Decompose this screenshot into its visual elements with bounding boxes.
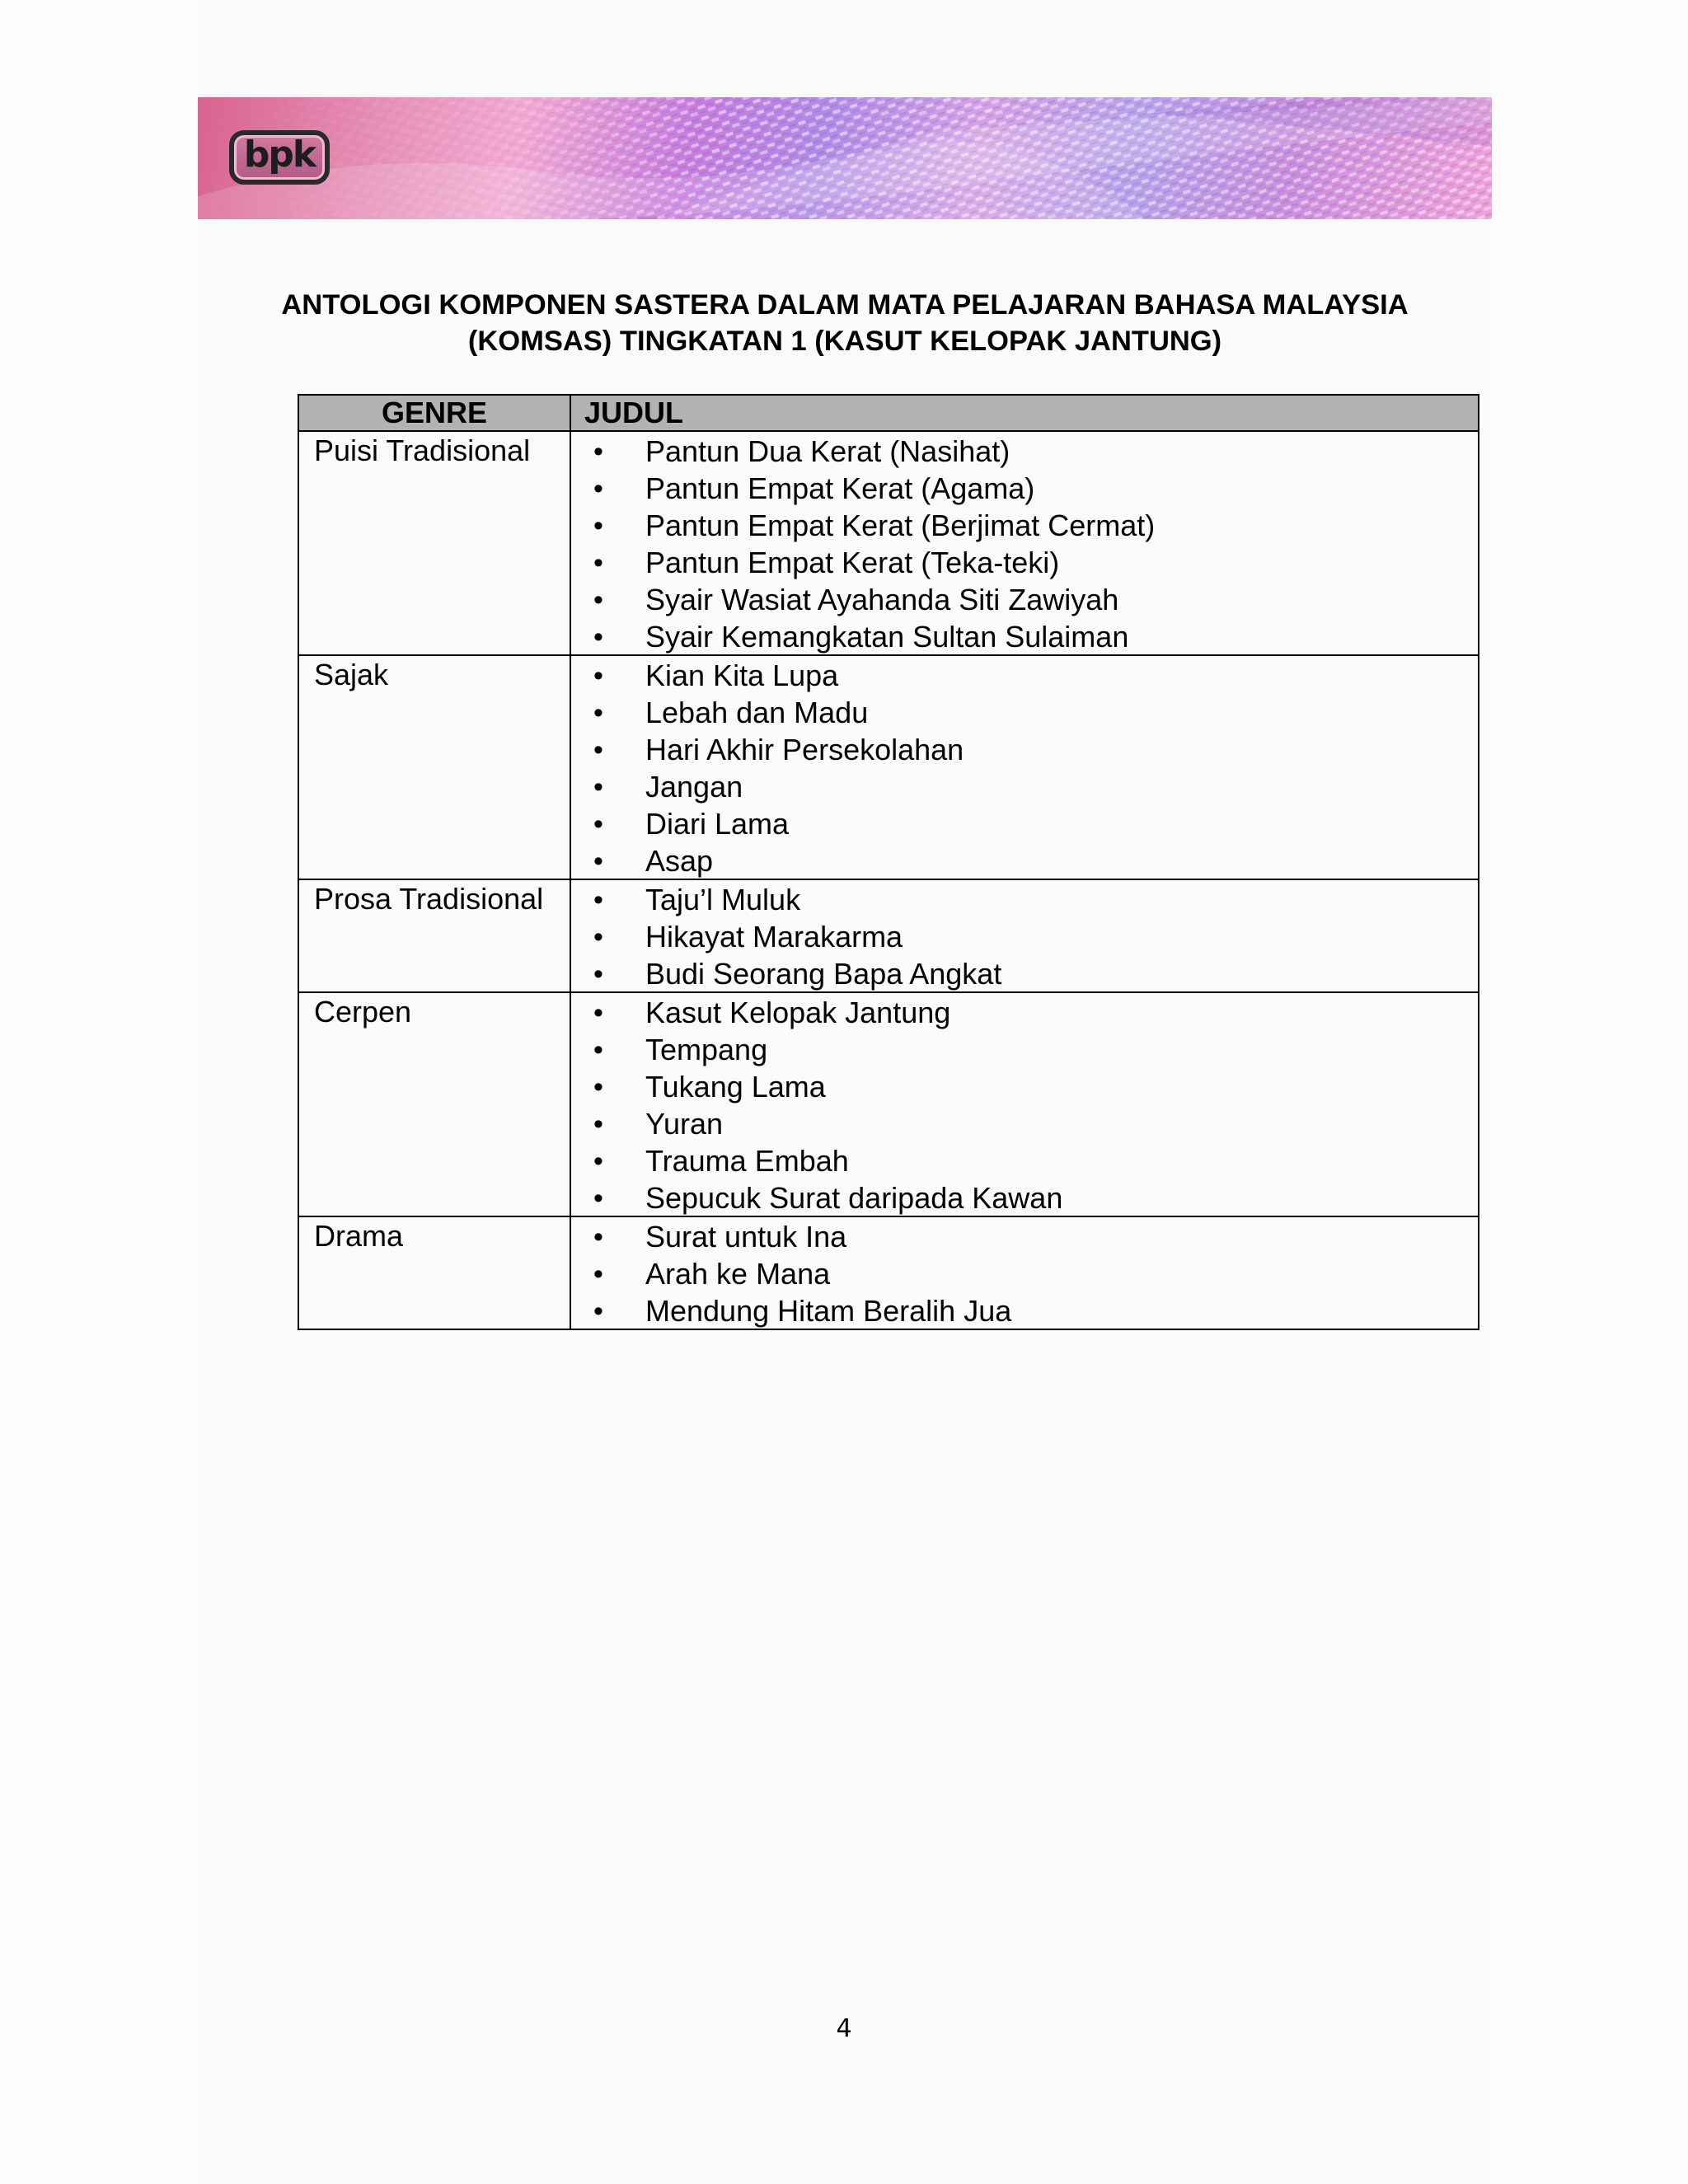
title-text: Diari Lama [645, 807, 790, 841]
list-item [571, 693, 1478, 730]
bullet-icon: • [593, 547, 603, 579]
woven-pattern-graphic [198, 97, 1492, 219]
table-row [298, 1216, 1479, 1329]
table-row [298, 992, 1479, 1216]
title-text: Tempang [645, 1033, 768, 1066]
bullet-icon: • [593, 771, 603, 803]
list-item [571, 1217, 1478, 1254]
title-text: Lebah dan Madu [645, 696, 869, 729]
titles-cell [570, 655, 1479, 879]
bpk-logo [229, 130, 330, 185]
bullet-icon: • [593, 808, 603, 840]
title-text: Sepucuk Surat daripada Kawan [645, 1181, 1063, 1215]
title-text: Hari Akhir Persekolahan [645, 733, 964, 766]
title-text: Kian Kita Lupa [645, 658, 839, 692]
bullet-icon: • [593, 660, 603, 691]
list-item [571, 1030, 1478, 1067]
document-title [198, 287, 1492, 359]
bullet-icon: • [593, 846, 603, 877]
page-number: 4 [836, 2014, 852, 2043]
title-text: Surat untuk Ina [645, 1220, 847, 1254]
table-row [298, 431, 1479, 655]
bullet-icon: • [593, 734, 603, 766]
bullet-icon: • [593, 473, 603, 504]
bullet-icon: • [593, 958, 603, 990]
bullet-icon: • [593, 884, 603, 916]
title-text: Yuran [645, 1107, 724, 1141]
title-text: Pantun Empat Kerat (Agama) [645, 471, 1035, 505]
bullet-icon: • [593, 997, 603, 1029]
title-list [571, 1217, 1478, 1329]
title-text: Pantun Empat Kerat (Berjimat Cermat) [645, 509, 1156, 542]
list-item [571, 804, 1478, 841]
title-text: Trauma Embah [645, 1144, 849, 1178]
list-item [571, 1104, 1478, 1141]
document-title-line-1: ANTOLOGI KOMPONEN SASTERA DALAM MATA PELAJARAN BAHASA MALAYSIA [281, 289, 1409, 321]
list-item [571, 880, 1478, 917]
title-list [571, 432, 1478, 654]
list-item [571, 767, 1478, 804]
table-header-row [298, 395, 1479, 431]
list-item [571, 993, 1478, 1030]
bullet-icon: • [593, 621, 603, 653]
genre-cell: Puisi Tradisional [298, 431, 570, 655]
list-item [571, 917, 1478, 954]
list-item [571, 1179, 1478, 1216]
column-header-judul: JUDUL [570, 395, 1479, 431]
list-item [571, 1254, 1478, 1291]
komsas-genre-table [298, 394, 1479, 1330]
list-item [571, 954, 1478, 991]
titles-cell [570, 879, 1479, 992]
genre-cell: Prosa Tradisional [298, 879, 570, 992]
title-text: Kasut Kelopak Jantung [645, 996, 951, 1029]
bullet-icon: • [593, 436, 603, 467]
bullet-icon: • [593, 1034, 603, 1066]
list-item [571, 841, 1478, 879]
title-text: Budi Seorang Bapa Angkat [645, 957, 1002, 991]
list-item [571, 506, 1478, 543]
column-header-genre: GENRE [298, 395, 570, 431]
header-banner [198, 97, 1492, 219]
list-item [571, 656, 1478, 693]
title-list [571, 656, 1478, 879]
bullet-icon: • [593, 1071, 603, 1103]
bullet-icon: • [593, 584, 603, 616]
title-text: Pantun Empat Kerat (Teka-teki) [645, 546, 1060, 579]
list-item [571, 469, 1478, 506]
document-title-line-2: (KOMSAS) TINGKATAN 1 (KASUT KELOPAK JANTUNG) [467, 326, 1222, 357]
bullet-icon: • [593, 1296, 603, 1327]
list-item [571, 1291, 1478, 1329]
bullet-icon: • [593, 1146, 603, 1177]
titles-cell [570, 431, 1479, 655]
titles-cell [570, 992, 1479, 1216]
title-list [571, 880, 1478, 991]
genre-cell: Drama [298, 1216, 570, 1329]
table-row [298, 655, 1479, 879]
title-text: Jangan [645, 770, 743, 804]
genre-cell: Sajak [298, 655, 570, 879]
title-text: Arah ke Mana [645, 1257, 831, 1291]
title-text: Syair Wasiat Ayahanda Siti Zawiyah [645, 583, 1119, 616]
title-text: Tukang Lama [645, 1070, 826, 1104]
title-text: Mendung Hitam Beralih Jua [645, 1294, 1012, 1328]
title-text: Taju’l Muluk [645, 883, 801, 916]
genre-cell: Cerpen [298, 992, 570, 1216]
bullet-icon: • [593, 510, 603, 541]
list-item [571, 730, 1478, 767]
titles-cell [570, 1216, 1479, 1329]
list-item [571, 1067, 1478, 1104]
bullet-icon: • [593, 1258, 603, 1290]
table-row [298, 879, 1479, 992]
bullet-icon: • [593, 1183, 603, 1214]
list-item [571, 432, 1478, 469]
table-body [298, 431, 1479, 1329]
bpk-logo-text: bpk [243, 134, 316, 176]
bullet-icon: • [593, 697, 603, 729]
title-text: Hikayat Marakarma [645, 920, 903, 954]
title-text: Asap [645, 844, 714, 878]
list-item [571, 543, 1478, 580]
title-text: Syair Kemangkatan Sultan Sulaiman [645, 620, 1129, 654]
list-item [571, 1141, 1478, 1179]
list-item [571, 580, 1478, 617]
title-text: Pantun Dua Kerat (Nasihat) [645, 434, 1010, 468]
bullet-icon: • [593, 1108, 603, 1140]
title-list [571, 993, 1478, 1216]
bullet-icon: • [593, 921, 603, 953]
list-item [571, 617, 1478, 654]
bullet-icon: • [593, 1221, 603, 1253]
